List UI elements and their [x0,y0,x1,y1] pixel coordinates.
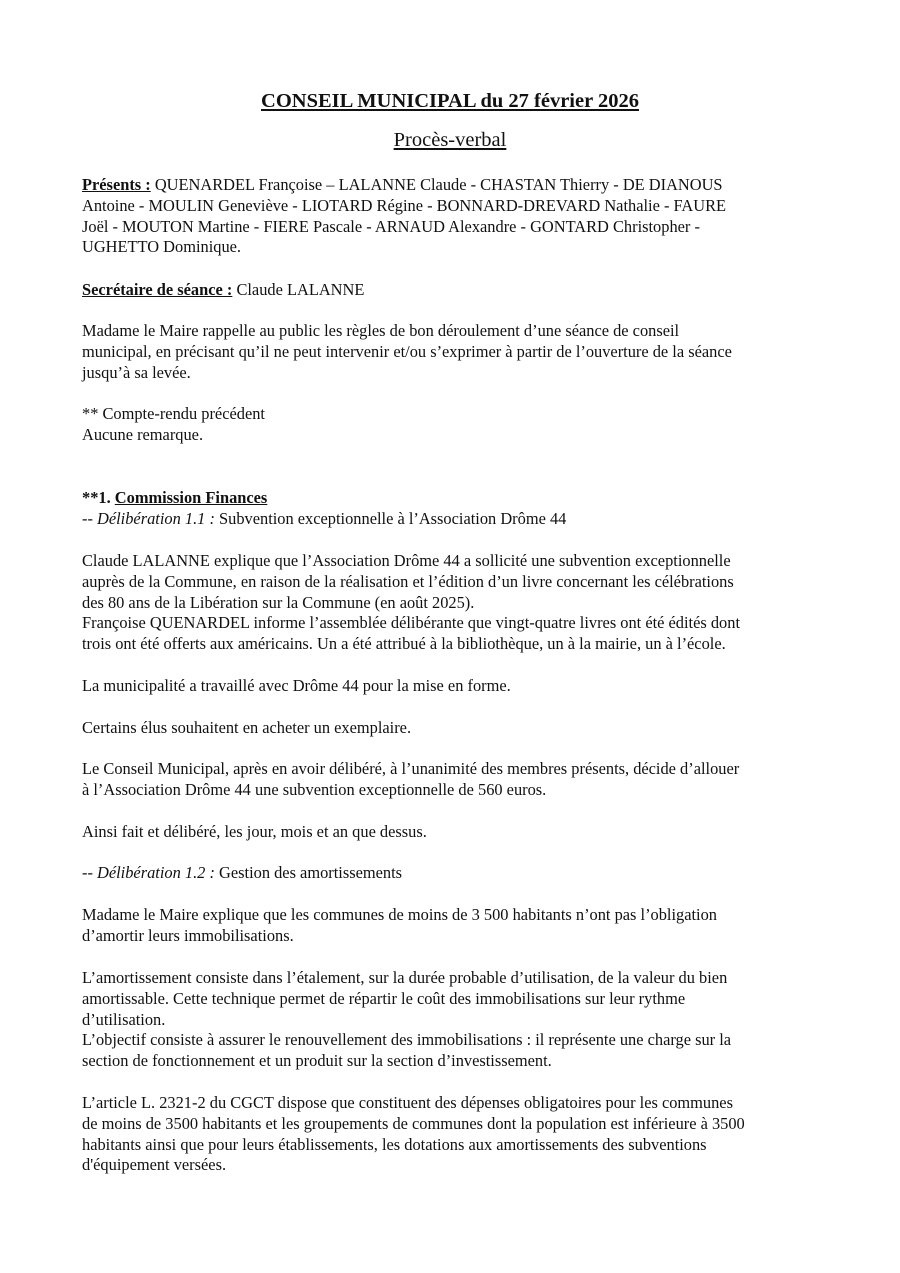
compte-rendu-title: ** Compte-rendu précédent [82,404,265,423]
delib-1-1-paragraph-1: Claude LALANNE explique que l’Association Drôme 44 a sollicité une subvention exceptionnelle auprès de la Commune, en raison de la réalisation et l’édition d’un livre concernant les célébrations des 80 ans de la Libération sur la Commune (en août 2025). Françoise QUENARDEL informe l’assemblée délibérante que vingt-quatre livres ont été édités dont trois ont été offerts aux américains. Un a été attribué à la bibliothèque, un à la mairie, un à l’école. [82,551,741,654]
presents-paragraph [82,175,822,258]
delib-1-2-paragraph-1: Madame le Maire explique que les communes de moins de 3 500 habitants n’ont pas l’obligation d’amortir leurs immobilisations. [82,905,717,945]
presents-label: Présents : [82,175,151,194]
delib-1-2-label: Délibération 1.2 : [97,863,215,882]
secretaire-label: Secrétaire de séance : [82,280,233,299]
section-1-heading: **1. Commission Finances -- Délibération 1.1 : Subvention exceptionnelle à l’Association Drôme 44 [82,488,822,530]
delib-1-1-label: Délibération 1.1 : [97,508,215,528]
delib-1-2-heading: -- Délibération 1.2 : Gestion des amortissements [82,863,403,882]
compte-rendu-text: Aucune remarque. [82,424,204,444]
presents-line-4: UGHETTO Dominique. [82,237,242,257]
delib-1-2-title: Gestion des amortissements [214,863,403,882]
delib-1-1-title: Subvention exceptionnelle à l’Association Drôme 44 [214,508,567,528]
presents-line-1: Présents : QUENARDEL Françoise – LALANNE Claude - CHASTAN Thierry - DE DIANOUS [82,175,723,194]
delib-1-1-paragraph-3: Certains élus souhaitent en acheter un exemplaire. [82,718,412,737]
document-title: CONSEIL MUNICIPAL du 27 février 2026 [261,90,639,112]
delib-1-1-paragraph-5: Ainsi fait et délibéré, les jour, mois et an que dessus. [82,822,427,841]
delib-1-1-heading: -- Délibération 1.1 : Subvention exceptionnelle à l’Association Drôme 44 [82,508,567,528]
presents-line-2: Antoine - MOULIN Geneviève - LIOTARD Régine - BONNARD-DREVARD Nathalie - FAURE [82,195,727,215]
presents-line-3: Joël - MOUTON Martine - FIERE Pascale - ARNAUD Alexandre - GONTARD Christopher - [82,216,700,236]
compte-rendu-paragraph [82,404,822,446]
delib-1-1-paragraph-4: Le Conseil Municipal, après en avoir délibéré, à l’unanimité des membres présents, décide d’allouer à l’Association Drôme 44 une subvention exceptionnelle de 560 euros. [82,759,740,799]
document-subtitle: Procès-verbal [393,129,507,151]
secretaire-paragraph [82,280,822,301]
delib-1-2-paragraph-2: L’amortissement consiste dans l’étalement, sur la durée probable d’utilisation, de la valeur du bien amortissable. Cette technique permet de répartir le coût des immobilisations sur leur rythme d’utilisation. L’objectif consiste à assurer le renouvellement des immobilisations : il représente une charge sur la section de fonctionnement et un produit sur la section d’investissement. [82,968,732,1071]
intro-paragraph: Madame le Maire rappelle au public les règles de bon déroulement d’une séance de conseil municipal, en précisant qu’il ne peut intervenir et/ou s’exprimer à partir de l’ouverture de la séance jusqu’à sa levée. [82,321,732,382]
section-1-title: Commission Finances [114,488,268,507]
delib-1-1-paragraph-2: La municipalité a travaillé avec Drôme 44 pour la mise en forme. [82,676,511,695]
secretaire-value: Claude LALANNE [232,280,365,299]
delib-1-2-paragraph-3: L’article L. 2321-2 du CGCT dispose que constituent des dépenses obligatoires pour les communes de moins de 3500 habitants et les groupements de communes dont la population est inférieure à 3500 habitants ainsi que pour leurs établissements, les dotations aux amortissements des subventions d'équipement versées. [82,1093,745,1175]
